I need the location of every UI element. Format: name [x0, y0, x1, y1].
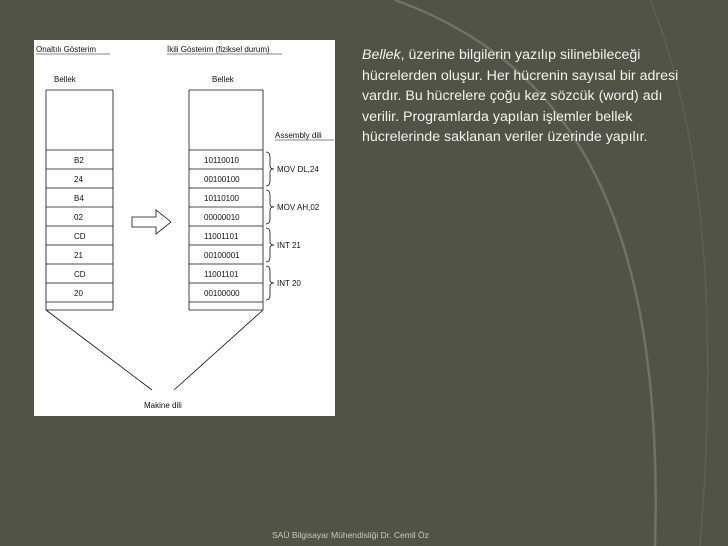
hex-cell: 02 — [74, 213, 83, 222]
binary-cell: 00100000 — [204, 289, 240, 298]
binary-cell: 11001101 — [204, 270, 239, 279]
brace — [266, 152, 274, 186]
machine-language-label: Makine dili — [144, 401, 182, 410]
body-paragraph — [362, 45, 682, 148]
brace — [266, 190, 274, 224]
brace — [266, 266, 274, 300]
hex-cell: CD — [74, 232, 86, 241]
left-memory-label: Bellek — [54, 75, 76, 84]
hex-cell: 20 — [74, 289, 83, 298]
binary-cell: 10110010 — [204, 156, 239, 165]
assembly-instruction: MOV AH,02 — [277, 203, 320, 212]
right-memory-label: Bellek — [212, 75, 234, 84]
conversion-arrow — [132, 210, 171, 234]
binary-cell: 00100100 — [204, 175, 240, 184]
brace — [266, 228, 274, 262]
assembly-instruction: MOV DL,24 — [277, 165, 319, 174]
machine-lines — [46, 310, 263, 390]
binary-cell: 11001101 — [204, 232, 239, 241]
binary-cell: 00000010 — [204, 213, 240, 222]
assembly-instruction: INT 20 — [277, 279, 301, 288]
hex-cell: B2 — [74, 156, 84, 165]
binary-cell: 10110100 — [204, 194, 239, 203]
binary-cell: 00100001 — [204, 251, 240, 260]
hex-cell: 24 — [74, 175, 83, 184]
footer-text: SAÜ Bilgisayar Mühendisliği Dr. Cemil Öz — [272, 530, 429, 540]
hex-cell: B4 — [74, 194, 84, 203]
hex-cell: 21 — [74, 251, 83, 260]
body-text: , üzerine bilgilerin yazılıp silinebileceği hücrelerden oluşur. Her hücrenin sayısal bir adresi vardır. Bu hücrelere çoğu kez sözcük (word) adı verilir. Programlarda yapılan işlemler bellek hücrelerinde saklanan veriler üzerinde yapılır. — [362, 47, 679, 145]
assembly-label: Assembly dili — [275, 131, 322, 140]
term-bellek: Bellek — [362, 47, 401, 63]
right-title: İkili Gösterim (fiziksel durum) — [167, 45, 270, 54]
left-title: Onaltılı Gösterim — [36, 45, 97, 54]
memory-diagram — [34, 40, 335, 416]
assembly-instruction: INT 21 — [277, 241, 301, 250]
hex-cell: CD — [74, 270, 86, 279]
